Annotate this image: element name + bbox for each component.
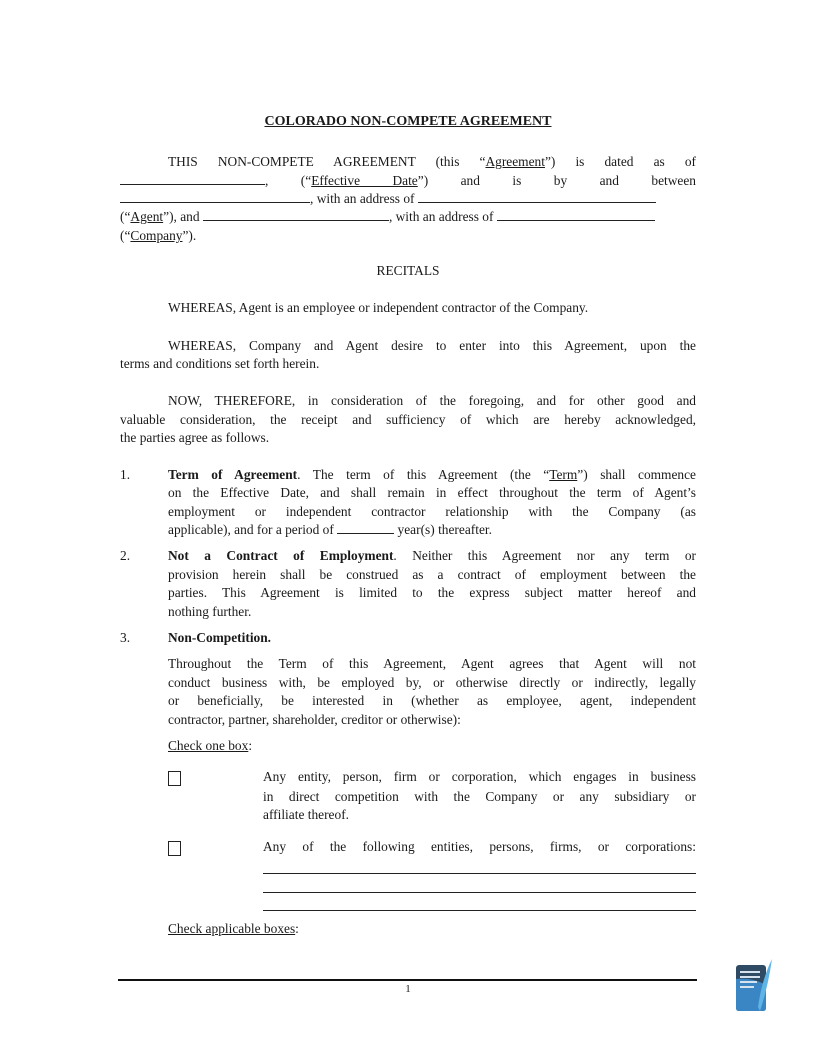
- term-defined: Term: [549, 467, 578, 482]
- company-name-blank[interactable]: [203, 208, 389, 221]
- section-2-heading: Not a Contract of Employment: [168, 548, 394, 563]
- agent-term: Agent: [130, 209, 164, 224]
- intro-line-5: (“Company”).: [120, 228, 197, 243]
- whereas-1: WHEREAS, Agent is an employee or independent contractor of the Company.: [168, 300, 589, 315]
- section-2-line-3: parties. This Agreement is limited to the express subject matter hereof and: [168, 585, 696, 600]
- option-2-line-1: Any of the following entities, persons, firms, or corporations:: [263, 839, 696, 854]
- option-1-line-3: affiliate thereof.: [263, 807, 349, 822]
- date-blank[interactable]: [120, 172, 265, 185]
- section-3-para-line-4: contractor, partner, shareholder, creditor or otherwise):: [168, 712, 461, 727]
- section-2-number: 2.: [120, 548, 131, 563]
- section-3-number: 3.: [120, 630, 131, 645]
- section-1-heading: Term of Agreement: [168, 467, 298, 482]
- section-2-line-4: nothing further.: [168, 604, 252, 619]
- page-number: 1: [405, 983, 411, 995]
- intro-line-4: (“Agent”), and , with an address of: [120, 208, 696, 226]
- effective-date-term: Effective Date: [311, 173, 418, 188]
- option-1-line-1: Any entity, person, firm or corporation, which engages in business: [263, 769, 696, 784]
- whereas-2-line-1: WHEREAS, Company and Agent desire to enter into this Agreement, upon the: [168, 338, 696, 353]
- now-therefore-line-1: NOW, THEREFORE, in consideration of the foregoing, and for other good and: [168, 393, 696, 408]
- section-1-line-3: employment or independent contractor relationship with the Company (as: [168, 504, 696, 519]
- now-therefore-line-2: valuable consideration, the receipt and sufficiency of which are hereby acknowledged,: [120, 412, 696, 427]
- section-2-line-2: provision herein shall be construed as a contract of employment between the: [168, 567, 696, 582]
- whereas-2-line-2: terms and conditions set forth herein.: [120, 356, 320, 371]
- check-one-box-label: Check one box:: [168, 738, 253, 753]
- option-1-checkbox[interactable]: [168, 771, 181, 786]
- section-3-para-line-1: Throughout the Term of this Agreement, Agent agrees that Agent will not: [168, 656, 696, 671]
- entities-blank-line-1[interactable]: [263, 873, 696, 874]
- footer-rule: [118, 979, 697, 981]
- company-address-blank[interactable]: [497, 208, 655, 221]
- document-title: COLORADO NON-COMPETE AGREEMENT: [264, 114, 552, 129]
- option-2-checkbox[interactable]: [168, 841, 181, 856]
- section-3-para-line-2: conduct business with, be employed by, or otherwise directly or indirectly, legally: [168, 675, 696, 690]
- agent-name-blank[interactable]: [120, 190, 310, 203]
- intro-line-2: , (“Effective Date”) and is by and between: [120, 172, 696, 190]
- section-2-line-1: Not a Contract of Employment. Neither this Agreement nor any term or: [168, 548, 697, 563]
- now-therefore-line-3: the parties agree as follows.: [120, 430, 270, 445]
- section-3-para-line-3: or beneficially, be interested in (whether as employee, agent, independent: [168, 693, 696, 708]
- agreement-term: Agreement: [485, 154, 545, 169]
- company-term: Company: [130, 228, 183, 243]
- document-logo-icon: [734, 957, 774, 1013]
- section-1-line-4: applicable), and for a period of year(s) thereafter.: [168, 522, 492, 537]
- intro-line-1: THIS NON-COMPETE AGREEMENT (this “Agreement”) is dated as of: [168, 154, 696, 169]
- entities-blank-line-2[interactable]: [263, 892, 696, 893]
- option-1-line-2: in direct competition with the Company or any subsidiary or: [263, 789, 696, 804]
- section-1-number: 1.: [120, 467, 131, 482]
- years-blank[interactable]: [337, 521, 394, 534]
- recitals-heading: RECITALS: [376, 263, 440, 278]
- section-1-line-2: on the Effective Date, and shall remain in effect throughout the term of Agent’s: [168, 485, 696, 500]
- agent-address-blank[interactable]: [418, 190, 656, 203]
- check-applicable-boxes-label: Check applicable boxes:: [168, 921, 299, 936]
- entities-blank-line-3[interactable]: [263, 910, 696, 911]
- section-3-heading: Non-Competition.: [168, 630, 272, 645]
- section-1-line-1: Term of Agreement. The term of this Agreement (the “Term”) shall commence: [168, 467, 696, 482]
- intro-line-3: , with an address of: [120, 190, 696, 208]
